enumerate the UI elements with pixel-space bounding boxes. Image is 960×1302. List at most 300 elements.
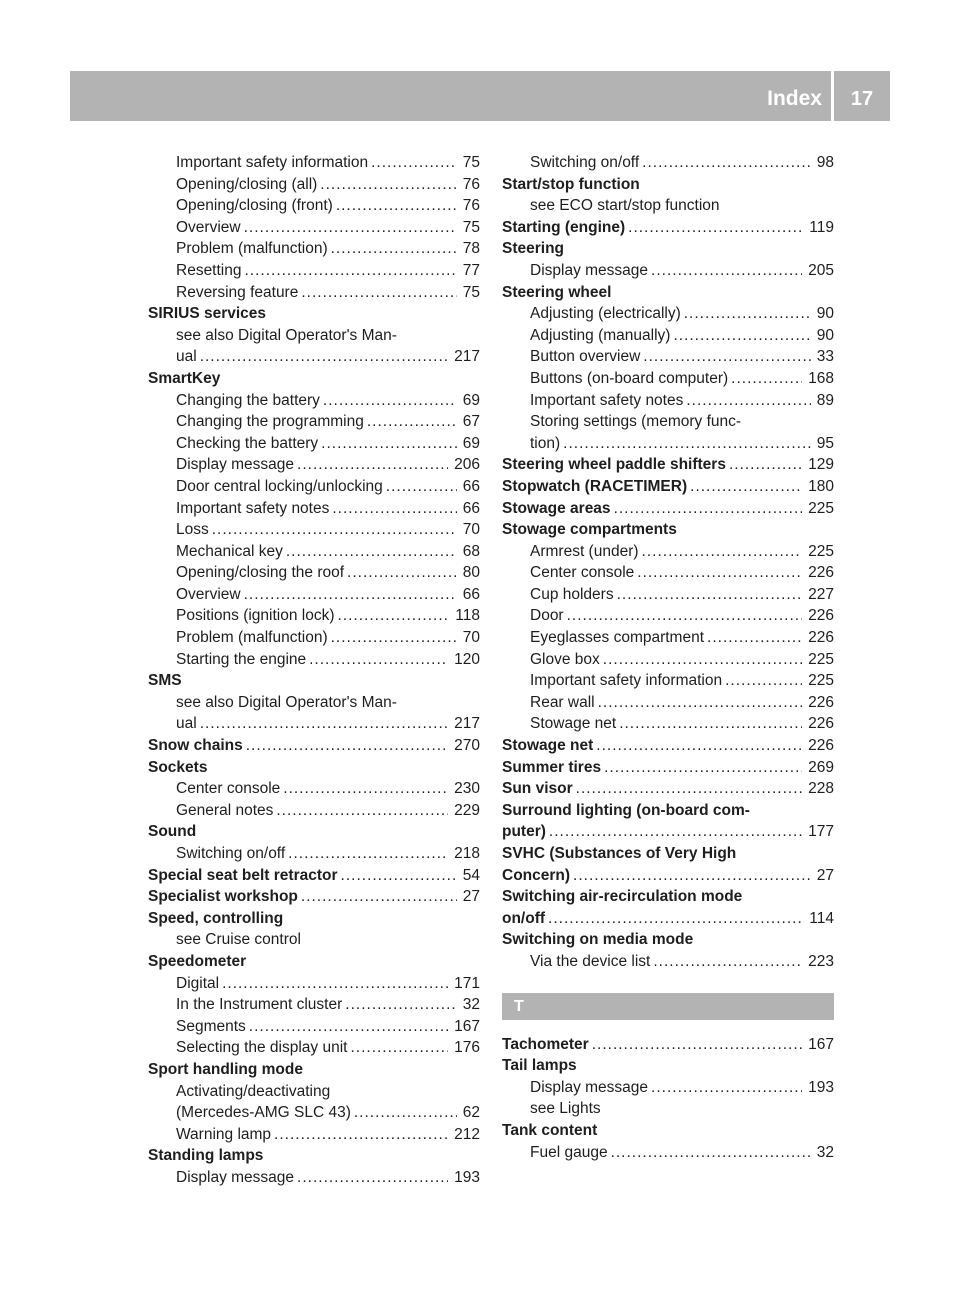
section-title: Index bbox=[767, 87, 822, 110]
dot-leader bbox=[628, 217, 803, 239]
entry-page: 129 bbox=[808, 456, 834, 474]
dot-leader bbox=[345, 994, 456, 1016]
entry-text: Steering wheel paddle shifters bbox=[502, 456, 726, 474]
index-subentry bbox=[148, 411, 480, 433]
dot-leader bbox=[288, 843, 448, 865]
index-subentry bbox=[502, 368, 834, 390]
dot-leader bbox=[576, 778, 802, 800]
index-column-right bbox=[502, 152, 834, 1163]
entry-text: Switching on media mode bbox=[502, 931, 694, 949]
entry-text: Tail lamps bbox=[502, 1057, 577, 1075]
entry-text: Steering bbox=[502, 240, 565, 258]
index-entry bbox=[148, 865, 480, 887]
entry-text: Fuel gauge bbox=[530, 1143, 608, 1161]
entry-text: see also Digital Operator's Man- bbox=[176, 326, 397, 344]
index-subentry bbox=[148, 994, 480, 1016]
entry-text: Segments bbox=[176, 1017, 246, 1035]
index-subentry bbox=[148, 390, 480, 412]
entry-page: 230 bbox=[454, 780, 480, 798]
dot-leader bbox=[617, 584, 803, 606]
entry-page: 75 bbox=[462, 154, 480, 171]
index-entry bbox=[148, 368, 480, 390]
entry-page: 114 bbox=[809, 909, 834, 927]
index-entry bbox=[502, 908, 834, 930]
entry-text: Snow chains bbox=[148, 737, 243, 755]
entry-text: Adjusting (electrically) bbox=[530, 305, 681, 323]
index-entry bbox=[502, 217, 834, 239]
entry-text: Starting (engine) bbox=[502, 218, 626, 236]
dot-leader bbox=[244, 217, 457, 239]
entry-page: 205 bbox=[808, 261, 834, 279]
entry-text: Opening/closing the roof bbox=[176, 564, 345, 582]
letter-heading bbox=[502, 993, 834, 1020]
entry-text: Sport handling mode bbox=[148, 1060, 303, 1078]
entry-text: Speedometer bbox=[148, 952, 247, 970]
entry-text: Stowage net bbox=[530, 715, 617, 733]
entry-text: Stowage net bbox=[502, 737, 594, 755]
entry-text: Loss bbox=[176, 521, 209, 539]
entry-text: Changing the battery bbox=[176, 391, 320, 409]
dot-leader bbox=[212, 519, 457, 541]
dot-leader bbox=[731, 368, 802, 390]
index-subentry bbox=[148, 1081, 480, 1103]
entry-text: Starting the engine bbox=[176, 650, 307, 668]
dot-leader bbox=[573, 865, 811, 887]
dot-leader bbox=[283, 778, 448, 800]
index-subentry bbox=[148, 692, 480, 714]
entry-text: SVHC (Substances of Very High bbox=[502, 845, 737, 862]
dot-leader bbox=[690, 476, 802, 498]
entry-page: 62 bbox=[462, 1104, 480, 1122]
entry-text: see Cruise control bbox=[176, 931, 301, 949]
entry-text: Tachometer bbox=[502, 1035, 589, 1053]
index-entry bbox=[502, 800, 834, 822]
dot-leader bbox=[729, 454, 802, 476]
entry-text: Rear wall bbox=[530, 693, 595, 711]
dot-leader bbox=[549, 821, 802, 843]
entry-page: 168 bbox=[808, 369, 834, 387]
dot-leader bbox=[643, 346, 810, 368]
entry-page: 167 bbox=[454, 1017, 480, 1035]
index-subentry bbox=[148, 649, 480, 671]
index-subentry bbox=[148, 1124, 480, 1146]
entry-text: General notes bbox=[176, 801, 274, 819]
index-entry bbox=[148, 908, 480, 930]
entry-page: 27 bbox=[462, 888, 480, 906]
dot-leader bbox=[347, 562, 457, 584]
entry-page: 226 bbox=[808, 737, 834, 755]
dot-leader bbox=[249, 1016, 448, 1038]
index-subentry bbox=[148, 195, 480, 217]
entry-page: 218 bbox=[454, 845, 480, 862]
dot-leader bbox=[604, 757, 802, 779]
dot-leader bbox=[244, 260, 456, 282]
index-subentry bbox=[148, 800, 480, 822]
entry-text: Glove box bbox=[530, 650, 600, 668]
index-subentry bbox=[502, 692, 834, 714]
dot-leader bbox=[619, 713, 802, 735]
entry-text: Resetting bbox=[176, 261, 242, 279]
entry-text: Sound bbox=[148, 823, 197, 841]
entry-text: Speed, controlling bbox=[148, 909, 284, 927]
entry-page: 225 bbox=[808, 542, 834, 560]
entry-text: Start/stop function bbox=[502, 175, 640, 193]
entry-text: Standing lamps bbox=[148, 1147, 264, 1165]
index-subentry bbox=[148, 433, 480, 455]
entry-page: 227 bbox=[808, 585, 834, 603]
index-entry bbox=[148, 735, 480, 757]
dot-leader bbox=[592, 1034, 802, 1056]
dot-leader bbox=[301, 282, 456, 304]
dot-leader bbox=[548, 908, 803, 930]
index-subentry bbox=[502, 325, 834, 347]
entry-text: Important safety notes bbox=[530, 391, 684, 409]
entry-text: Changing the programming bbox=[176, 413, 364, 431]
entry-page: 171 bbox=[454, 974, 480, 992]
index-entry bbox=[502, 454, 834, 476]
entry-text: Tank content bbox=[502, 1121, 598, 1139]
dot-leader bbox=[309, 649, 448, 671]
entry-page: 67 bbox=[462, 413, 480, 431]
index-entry bbox=[502, 757, 834, 779]
dot-leader bbox=[598, 692, 803, 714]
entry-text: Display message bbox=[176, 456, 295, 474]
entry-text: Display message bbox=[530, 1078, 649, 1096]
dot-leader bbox=[320, 174, 456, 196]
dot-leader bbox=[642, 541, 803, 563]
entry-text: Button overview bbox=[530, 348, 641, 366]
entry-page: 118 bbox=[455, 607, 480, 625]
index-entry bbox=[148, 670, 480, 692]
entry-text: see ECO start/stop function bbox=[530, 197, 720, 215]
index-entry bbox=[502, 1055, 834, 1077]
dot-leader bbox=[651, 1077, 802, 1099]
dot-leader bbox=[637, 562, 802, 584]
dot-leader bbox=[244, 584, 457, 606]
index-entry bbox=[148, 951, 480, 973]
index-subentry bbox=[148, 627, 480, 649]
index-subentry bbox=[502, 1077, 834, 1099]
dot-leader bbox=[297, 1167, 448, 1189]
entry-text: Warning lamp bbox=[176, 1125, 272, 1143]
entry-text: Problem (malfunction) bbox=[176, 629, 328, 647]
entry-page: 229 bbox=[454, 801, 480, 819]
index-subentry bbox=[502, 541, 834, 563]
dot-leader bbox=[596, 735, 802, 757]
entry-text: Opening/closing (all) bbox=[176, 175, 318, 193]
entry-page: 225 bbox=[808, 499, 834, 517]
entry-page: 76 bbox=[462, 197, 480, 215]
index-subentry bbox=[148, 973, 480, 995]
dot-leader bbox=[286, 541, 457, 563]
entry-page: 119 bbox=[809, 218, 834, 236]
entry-text: ual bbox=[176, 348, 197, 366]
entry-page: 33 bbox=[816, 348, 834, 366]
index-subentry bbox=[148, 843, 480, 865]
dot-leader bbox=[567, 605, 803, 627]
index-entry bbox=[502, 498, 834, 520]
index-entry bbox=[502, 843, 834, 865]
dot-leader bbox=[276, 800, 448, 822]
entry-page: 68 bbox=[462, 542, 480, 560]
entry-text: Reversing feature bbox=[176, 283, 299, 301]
entry-text: puter) bbox=[502, 823, 546, 841]
entry-text: Door bbox=[530, 607, 564, 625]
dot-leader bbox=[336, 195, 457, 217]
entry-text: Special seat belt retractor bbox=[148, 866, 338, 884]
dot-leader bbox=[222, 973, 448, 995]
entry-page: 70 bbox=[462, 629, 480, 647]
entry-text: Adjusting (manually) bbox=[530, 326, 671, 344]
entry-page: 54 bbox=[462, 866, 480, 884]
dot-leader bbox=[686, 390, 810, 412]
entry-text: see also Digital Operator's Man- bbox=[176, 693, 397, 711]
dot-leader bbox=[673, 325, 810, 347]
entry-text: tion) bbox=[530, 434, 561, 452]
dot-leader bbox=[707, 627, 802, 649]
index-entry bbox=[502, 174, 834, 196]
entry-page: 98 bbox=[816, 154, 834, 171]
entry-text: SIRIUS services bbox=[148, 305, 267, 323]
index-subentry bbox=[502, 195, 834, 217]
entry-text: Concern) bbox=[502, 866, 571, 884]
entry-text: Switching on/off bbox=[176, 845, 286, 862]
dot-leader bbox=[323, 390, 457, 412]
entry-text: Selecting the display unit bbox=[176, 1039, 348, 1057]
entry-page: 32 bbox=[816, 1143, 834, 1161]
entry-page: 177 bbox=[808, 823, 834, 841]
entry-page: 70 bbox=[462, 521, 480, 539]
entry-text: on/off bbox=[502, 909, 546, 927]
index-subentry bbox=[148, 605, 480, 627]
entry-text: Switching air-recirculation mode bbox=[502, 888, 743, 906]
entry-page: 32 bbox=[462, 996, 480, 1014]
entry-page: 75 bbox=[462, 283, 480, 301]
entry-text: Door central locking/unlocking bbox=[176, 477, 383, 495]
index-entry bbox=[502, 1034, 834, 1056]
entry-page: 69 bbox=[462, 391, 480, 409]
entry-text: Checking the battery bbox=[176, 434, 319, 452]
entry-text: SmartKey bbox=[148, 369, 221, 387]
entry-page: 193 bbox=[808, 1078, 834, 1096]
entry-text: Important safety information bbox=[530, 672, 723, 690]
entry-page: 225 bbox=[808, 672, 834, 690]
index-subentry bbox=[148, 1167, 480, 1189]
index-subentry bbox=[148, 217, 480, 239]
entry-text: Mechanical key bbox=[176, 542, 283, 560]
entry-page: 226 bbox=[808, 693, 834, 711]
index-entry bbox=[148, 303, 480, 325]
index-subentry bbox=[148, 325, 480, 347]
index-subentry bbox=[502, 584, 834, 606]
entry-page: 217 bbox=[454, 348, 480, 366]
index-subentry bbox=[148, 282, 480, 304]
entry-text: Display message bbox=[530, 261, 649, 279]
entry-page: 75 bbox=[462, 218, 480, 236]
entry-page: 225 bbox=[808, 650, 834, 668]
entry-page: 226 bbox=[808, 607, 834, 625]
entry-text: Summer tires bbox=[502, 758, 602, 776]
header-bar bbox=[70, 71, 890, 121]
entry-text: Overview bbox=[176, 585, 241, 603]
index-entry bbox=[502, 1120, 834, 1142]
entry-page: 176 bbox=[454, 1039, 480, 1057]
dot-leader bbox=[350, 1037, 448, 1059]
entry-text: Stopwatch (RACETIMER) bbox=[502, 477, 688, 495]
entry-page: 89 bbox=[816, 391, 834, 409]
dot-leader bbox=[563, 433, 811, 455]
entry-page: 77 bbox=[462, 261, 480, 279]
index-subentry bbox=[502, 346, 834, 368]
dot-leader bbox=[331, 627, 457, 649]
index-subentry bbox=[502, 951, 834, 973]
dot-leader bbox=[301, 886, 457, 908]
index-subentry bbox=[502, 152, 834, 174]
index-subentry bbox=[148, 454, 480, 476]
entry-text: Specialist workshop bbox=[148, 888, 298, 906]
index-entry bbox=[148, 1145, 480, 1167]
entry-text: Center console bbox=[530, 564, 635, 582]
dot-leader bbox=[200, 713, 448, 735]
entry-page: 226 bbox=[808, 564, 834, 582]
entry-page: 226 bbox=[808, 629, 834, 647]
entry-page: 95 bbox=[816, 434, 834, 452]
dot-leader bbox=[200, 346, 448, 368]
entry-text: Activating/deactivating bbox=[176, 1082, 331, 1100]
dot-leader bbox=[371, 152, 457, 174]
entry-text: Overview bbox=[176, 218, 241, 236]
entry-page: 167 bbox=[808, 1035, 834, 1053]
dot-leader bbox=[611, 1142, 811, 1164]
index-entry bbox=[502, 282, 834, 304]
entry-text: (Mercedes-AMG SLC 43) bbox=[176, 1104, 351, 1122]
dot-leader bbox=[725, 670, 802, 692]
index-subentry bbox=[148, 584, 480, 606]
entry-text: Display message bbox=[176, 1168, 295, 1186]
entry-page: 193 bbox=[454, 1168, 480, 1186]
index-entry bbox=[502, 821, 834, 843]
index-subentry bbox=[502, 303, 834, 325]
index-subentry bbox=[502, 627, 834, 649]
dot-leader bbox=[297, 454, 448, 476]
index-subentry bbox=[502, 670, 834, 692]
dot-leader bbox=[274, 1124, 448, 1146]
dot-leader bbox=[386, 476, 457, 498]
entry-text: Armrest (under) bbox=[530, 542, 639, 560]
entry-text: Surround lighting (on-board com- bbox=[502, 801, 750, 819]
index-subentry bbox=[148, 238, 480, 260]
entry-text: SMS bbox=[148, 672, 182, 690]
entry-page: 66 bbox=[462, 477, 480, 495]
entry-text: Sun visor bbox=[502, 780, 573, 798]
entry-text: see Lights bbox=[530, 1100, 601, 1118]
entry-page: 120 bbox=[454, 650, 480, 668]
index-subentry bbox=[502, 433, 834, 455]
dot-leader bbox=[614, 498, 803, 520]
dot-leader bbox=[321, 433, 457, 455]
entry-text: Switching on/off bbox=[530, 154, 640, 171]
index-subentry bbox=[502, 411, 834, 433]
entry-page: 90 bbox=[816, 326, 834, 344]
index-subentry bbox=[502, 1142, 834, 1164]
entry-text: ual bbox=[176, 715, 197, 733]
dot-leader bbox=[354, 1102, 457, 1124]
index-subentry bbox=[502, 562, 834, 584]
index-subentry bbox=[148, 476, 480, 498]
entry-page: 228 bbox=[808, 780, 834, 798]
page-number: 17 bbox=[850, 88, 874, 110]
entry-text: Buttons (on-board computer) bbox=[530, 369, 729, 387]
entry-page: 223 bbox=[808, 952, 834, 970]
entry-text: Stowage areas bbox=[502, 499, 611, 517]
entry-text: Stowage compartments bbox=[502, 521, 677, 539]
index-entry bbox=[148, 757, 480, 779]
entry-page: 217 bbox=[454, 715, 480, 733]
entry-text: In the Instrument cluster bbox=[176, 996, 343, 1014]
dot-leader bbox=[367, 411, 457, 433]
index-entry bbox=[502, 778, 834, 800]
entry-page: 27 bbox=[816, 866, 834, 884]
entry-page: 269 bbox=[808, 758, 834, 776]
index-entry bbox=[502, 929, 834, 951]
index-subentry bbox=[502, 390, 834, 412]
dot-leader bbox=[246, 735, 448, 757]
dot-leader bbox=[332, 498, 456, 520]
entry-text: Sockets bbox=[148, 758, 208, 776]
entry-text: Eyeglasses compartment bbox=[530, 629, 705, 647]
index-entry bbox=[148, 1059, 480, 1081]
index-subentry bbox=[148, 1037, 480, 1059]
entry-page: 270 bbox=[454, 737, 480, 755]
entry-page: 78 bbox=[462, 240, 480, 258]
entry-text: Center console bbox=[176, 780, 281, 798]
index-subentry bbox=[502, 605, 834, 627]
index-entry bbox=[502, 519, 834, 541]
index-subentry bbox=[502, 260, 834, 282]
index-subentry bbox=[148, 152, 480, 174]
dot-leader bbox=[331, 238, 457, 260]
index-subentry bbox=[148, 778, 480, 800]
entry-text: Important safety information bbox=[176, 154, 369, 171]
entry-page: 206 bbox=[454, 456, 480, 474]
index-subentry bbox=[502, 713, 834, 735]
entry-text: Positions (ignition lock) bbox=[176, 607, 335, 625]
entry-text: Problem (malfunction) bbox=[176, 240, 328, 258]
index-subentry bbox=[148, 929, 480, 951]
index-column-left bbox=[148, 152, 480, 1189]
dot-leader bbox=[684, 303, 811, 325]
entry-text: Important safety notes bbox=[176, 499, 330, 517]
entry-page: 180 bbox=[808, 477, 834, 495]
index-subentry bbox=[148, 260, 480, 282]
entry-page: 66 bbox=[462, 585, 480, 603]
index-subentry bbox=[148, 346, 480, 368]
letter-heading-label: T bbox=[514, 997, 524, 1015]
entry-text: Via the device list bbox=[530, 952, 651, 970]
entry-text: Storing settings (memory func- bbox=[530, 413, 742, 431]
index-subentry bbox=[148, 562, 480, 584]
index-subentry bbox=[148, 498, 480, 520]
dot-leader bbox=[642, 152, 811, 174]
dot-leader bbox=[651, 260, 802, 282]
index-subentry bbox=[148, 519, 480, 541]
entry-page: 76 bbox=[462, 175, 480, 193]
index-subentry bbox=[148, 1016, 480, 1038]
index-entry bbox=[502, 476, 834, 498]
entry-page: 80 bbox=[462, 564, 480, 582]
index-entry bbox=[148, 886, 480, 908]
dot-leader bbox=[338, 605, 450, 627]
